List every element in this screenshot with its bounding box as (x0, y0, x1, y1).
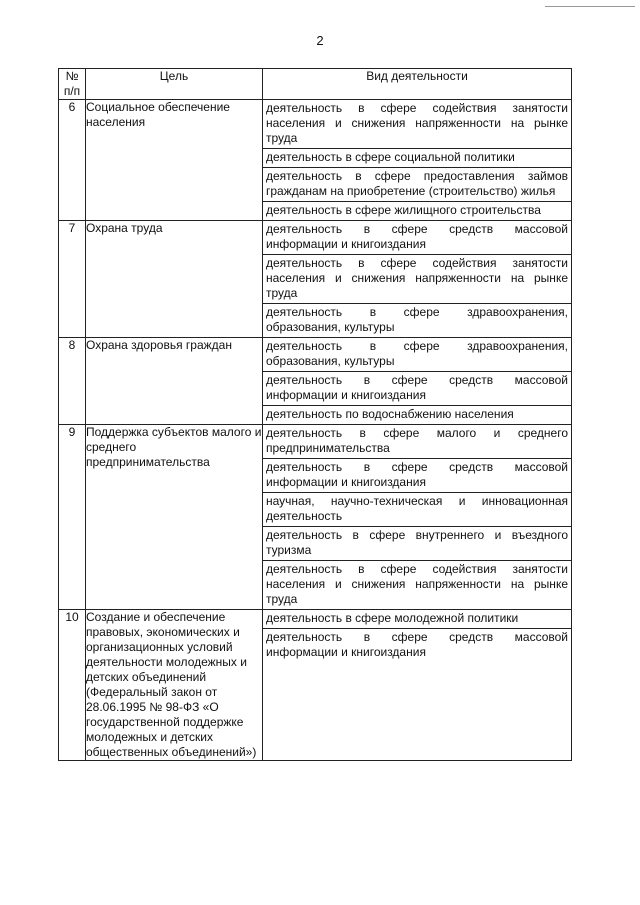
row-activities (263, 100, 572, 221)
activity-item: деятельность в сфере здравоохранения, образования, культуры (263, 338, 571, 372)
activity-item: деятельность в сфере средств массовой информации и книгоиздания (263, 372, 571, 406)
activity-item: деятельность в сфере средств массовой информации и книгоиздания (263, 459, 571, 493)
activity-item: деятельность по водоснабжению населения (266, 407, 514, 421)
row-goal: Охрана труда (86, 221, 263, 338)
activity-item: деятельность в сфере жилищного строительства (266, 203, 541, 217)
activity-item: деятельность в сфере молодежной политики (263, 610, 571, 629)
table-header-row (59, 69, 572, 100)
row-activities (263, 425, 572, 610)
activity-item: деятельность в сфере предоставления займов гражданам на приобретение (строительство) жилья (263, 168, 571, 202)
table-row (59, 610, 572, 761)
row-goal: Охрана здоровья граждан (86, 338, 263, 425)
row-goal: Поддержка субъектов малого и среднего предпринимательства (86, 425, 263, 610)
row-number: 8 (59, 338, 86, 425)
activity-item: деятельность в сфере содействия занятости населения и снижения напряженности на рынке труда (263, 255, 571, 304)
table-row (59, 221, 572, 338)
table-row (59, 425, 572, 610)
activities-table (58, 68, 572, 761)
activity-item: деятельность в сфере содействия занятости населения и снижения напряженности на рынке труда (263, 100, 571, 149)
table-row (59, 100, 572, 221)
activity-item: деятельность в сфере здравоохранения, образования, культуры (266, 305, 568, 334)
row-goal: Создание и обеспечение правовых, экономических и организационных условий деятельности молодежных и детских объединений (Федеральный закон от 28.06.1995 № 98-ФЗ «О государственной поддержке молодежных и детских общественных объединений») (86, 610, 263, 761)
activity-item: деятельность в сфере средств массовой информации и книгоиздания (263, 221, 571, 255)
header-number: № п/п (59, 69, 86, 100)
row-number: 7 (59, 221, 86, 338)
row-activities (263, 610, 572, 761)
header-goal: Цель (86, 69, 263, 100)
activity-item: деятельность в сфере внутреннего и въездного туризма (263, 527, 571, 561)
table-row (59, 338, 572, 425)
row-number: 9 (59, 425, 86, 610)
activity-item: деятельность в сфере малого и среднего предпринимательства (263, 425, 571, 459)
activity-item: деятельность в сфере содействия занятости населения и снижения напряженности на рынке труда (266, 562, 568, 606)
row-activities (263, 338, 572, 425)
header-activity: Вид деятельности (263, 69, 572, 100)
row-number: 10 (59, 610, 86, 761)
row-goal: Социальное обеспечение населения (86, 100, 263, 221)
activity-item: деятельность в сфере средств массовой информации и книгоиздания (266, 630, 568, 659)
row-activities (263, 221, 572, 338)
page-number: 2 (316, 33, 324, 48)
top-edge-line (545, 6, 635, 7)
row-number: 6 (59, 100, 86, 221)
activity-item: деятельность в сфере социальной политики (263, 149, 571, 168)
activity-item: научная, научно-техническая и инновационная деятельность (263, 493, 571, 527)
